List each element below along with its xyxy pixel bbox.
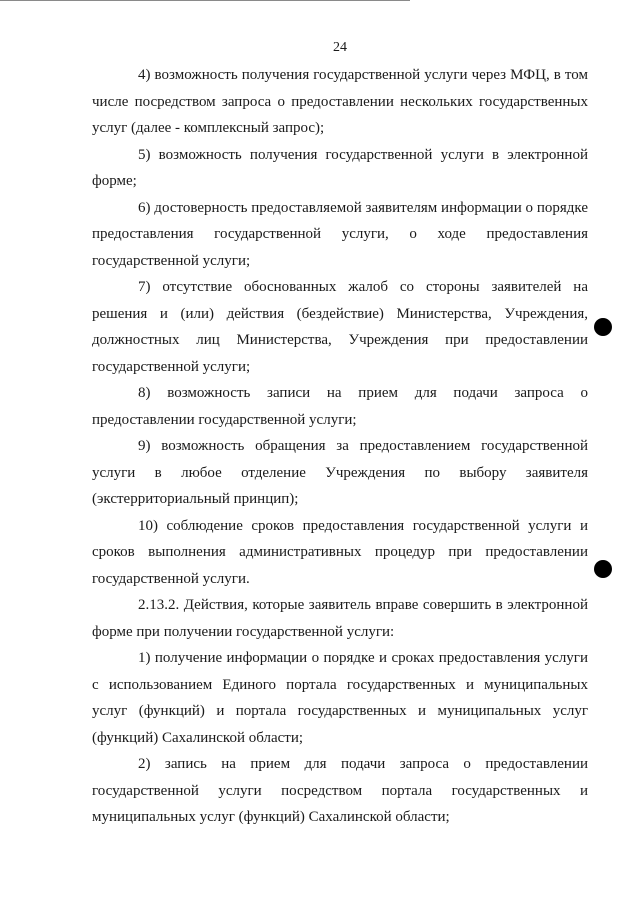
document-body — [92, 62, 588, 831]
section-2-13-2-heading: 2.13.2. Действия, которые заявитель вправе совершить в электронной форме при получении государственной услуги: — [92, 597, 588, 640]
binder-hole-mark — [594, 560, 612, 578]
paragraph-item-10: 10) соблюдение сроков предоставления государственной услуги и сроков выполнения административных процедур при предоставлении государственной услуги. — [92, 517, 588, 587]
paragraph-item-7: 7) отсутствие обоснованных жалоб со стороны заявителей на решения и (или) действия (бездействие) Министерства, Учреждения, должностных лиц Министерства, Учреждения при предоставлении государственной услуги; — [92, 279, 588, 375]
paragraph-item-8: 8) возможность записи на прием для подачи запроса о предоставлении государственной услуги; — [92, 385, 588, 428]
paragraph-item-6: 6) достоверность предоставляемой заявителям информации о порядке предоставления государственной услуги, о ходе предоставления государственной услуги; — [92, 199, 588, 269]
paragraph-item-5: 5) возможность получения государственной услуги в электронной форме; — [92, 146, 588, 189]
paragraph-item-9: 9) возможность обращения за предоставлением государственной услуги в любое отделение Учреждения по выбору заявителя (экстерриториальный принцип); — [92, 438, 588, 507]
paragraph-item-4: 4) возможность получения государственной услуги через МФЦ, в том числе посредством запроса о предоставлении нескольких государственных услуг (далее - комплексный запрос); — [92, 67, 588, 136]
action-item-2: 2) запись на прием для подачи запроса о предоставлении государственной услуги посредством портала государственных и муниципальных услуг (функций) Сахалинской области; — [92, 756, 588, 825]
binder-hole-mark — [594, 318, 612, 336]
page-number: 24 — [333, 40, 347, 55]
action-item-1: 1) получение информации о порядке и сроках предоставления услуги с использованием Единого портала государственных и муниципальных услуг (функций) и портала государственных и муниципальных услуг (функций) Сахалинской области; — [92, 650, 588, 746]
scan-edge-line — [0, 0, 410, 1]
